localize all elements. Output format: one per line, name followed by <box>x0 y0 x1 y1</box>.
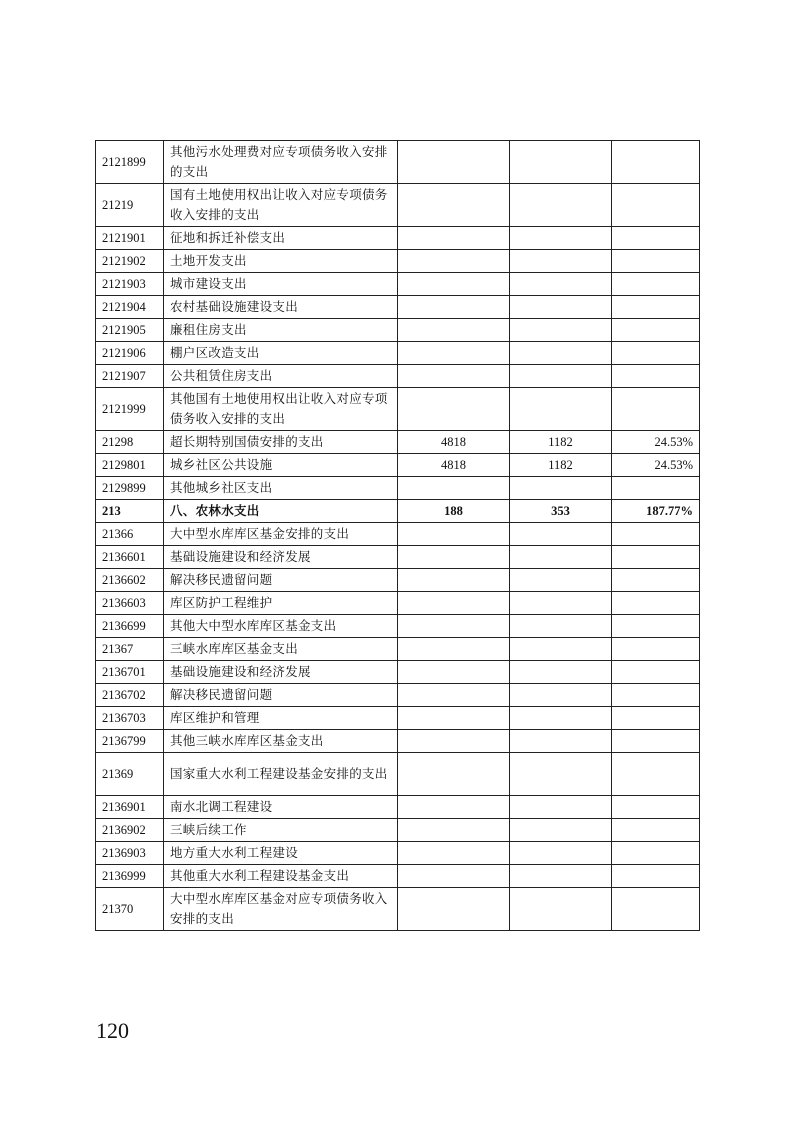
table-row <box>96 865 700 888</box>
row-name: 廉租住房支出 <box>164 319 398 342</box>
table-row <box>96 546 700 569</box>
row-value-2: 1182 <box>510 454 612 477</box>
row-value-1 <box>398 184 510 227</box>
row-code: 2121906 <box>96 342 164 365</box>
row-value-2 <box>510 250 612 273</box>
row-value-2 <box>510 638 612 661</box>
row-value-2 <box>510 184 612 227</box>
row-value-2 <box>510 365 612 388</box>
row-value-1 <box>398 730 510 753</box>
row-value-2: 353 <box>510 500 612 523</box>
row-name: 其他重大水利工程建设基金支出 <box>164 865 398 888</box>
row-value-2 <box>510 296 612 319</box>
row-code: 2136699 <box>96 615 164 638</box>
row-percent <box>612 477 700 500</box>
row-name: 国家重大水利工程建设基金安排的支出 <box>164 753 398 796</box>
table-row <box>96 569 700 592</box>
row-value-2 <box>510 227 612 250</box>
row-percent: 24.53% <box>612 431 700 454</box>
row-name: 地方重大水利工程建设 <box>164 842 398 865</box>
row-value-2 <box>510 888 612 931</box>
row-percent <box>612 184 700 227</box>
row-percent <box>612 523 700 546</box>
row-code: 21367 <box>96 638 164 661</box>
row-name: 超长期特别国债安排的支出 <box>164 431 398 454</box>
row-value-1 <box>398 365 510 388</box>
row-value-2 <box>510 388 612 431</box>
row-percent <box>612 865 700 888</box>
row-name: 国有土地使用权出让收入对应专项债务收入安排的支出 <box>164 184 398 227</box>
row-code: 2136602 <box>96 569 164 592</box>
table-row <box>96 319 700 342</box>
row-code: 2121899 <box>96 141 164 184</box>
row-name: 征地和拆迁补偿支出 <box>164 227 398 250</box>
row-value-1 <box>398 477 510 500</box>
row-percent <box>612 319 700 342</box>
row-value-1 <box>398 273 510 296</box>
table-row <box>96 477 700 500</box>
row-code: 2136601 <box>96 546 164 569</box>
row-name: 大中型水库库区基金对应专项债务收入安排的支出 <box>164 888 398 931</box>
row-code: 2121905 <box>96 319 164 342</box>
budget-table <box>95 140 700 931</box>
row-name: 大中型水库库区基金安排的支出 <box>164 523 398 546</box>
row-code: 21366 <box>96 523 164 546</box>
row-value-2 <box>510 684 612 707</box>
row-percent <box>612 684 700 707</box>
table-row <box>96 730 700 753</box>
table-row <box>96 615 700 638</box>
row-code: 2136902 <box>96 819 164 842</box>
row-value-1 <box>398 684 510 707</box>
row-percent <box>612 661 700 684</box>
row-value-2 <box>510 273 612 296</box>
row-value-2 <box>510 477 612 500</box>
row-value-1 <box>398 638 510 661</box>
row-value-2 <box>510 592 612 615</box>
row-value-1 <box>398 819 510 842</box>
table-row <box>96 638 700 661</box>
row-value-1 <box>398 523 510 546</box>
row-code: 21298 <box>96 431 164 454</box>
row-value-2 <box>510 523 612 546</box>
row-value-1 <box>398 141 510 184</box>
row-value-2 <box>510 730 612 753</box>
row-code: 2136702 <box>96 684 164 707</box>
row-code: 2136999 <box>96 865 164 888</box>
row-name: 其他污水处理费对应专项债务收入安排的支出 <box>164 141 398 184</box>
row-code: 21370 <box>96 888 164 931</box>
page-number: 120 <box>96 1018 129 1043</box>
row-code: 2136799 <box>96 730 164 753</box>
row-value-1: 188 <box>398 500 510 523</box>
row-name: 土地开发支出 <box>164 250 398 273</box>
row-name: 库区维护和管理 <box>164 707 398 730</box>
row-percent <box>612 296 700 319</box>
row-code: 21369 <box>96 753 164 796</box>
table-row <box>96 842 700 865</box>
table-row <box>96 250 700 273</box>
row-percent <box>612 569 700 592</box>
row-value-2: 1182 <box>510 431 612 454</box>
row-name: 其他城乡社区支出 <box>164 477 398 500</box>
row-percent <box>612 141 700 184</box>
row-name: 城乡社区公共设施 <box>164 454 398 477</box>
table-row <box>96 388 700 431</box>
table-row <box>96 273 700 296</box>
row-value-1 <box>398 796 510 819</box>
row-code: 2129899 <box>96 477 164 500</box>
row-value-2 <box>510 707 612 730</box>
row-percent <box>612 638 700 661</box>
row-name: 基础设施建设和经济发展 <box>164 661 398 684</box>
table-row <box>96 342 700 365</box>
row-code: 2136603 <box>96 592 164 615</box>
row-percent <box>612 546 700 569</box>
row-name: 其他大中型水库库区基金支出 <box>164 615 398 638</box>
table-row <box>96 227 700 250</box>
row-value-2 <box>510 842 612 865</box>
row-value-1 <box>398 707 510 730</box>
row-value-1: 4818 <box>398 431 510 454</box>
row-value-1 <box>398 592 510 615</box>
row-value-1 <box>398 227 510 250</box>
row-value-1 <box>398 569 510 592</box>
row-code: 2121903 <box>96 273 164 296</box>
table-row <box>96 454 700 477</box>
row-code: 2121999 <box>96 388 164 431</box>
row-name: 南水北调工程建设 <box>164 796 398 819</box>
row-code: 2121901 <box>96 227 164 250</box>
row-value-2 <box>510 661 612 684</box>
table-row <box>96 592 700 615</box>
row-name: 棚户区改造支出 <box>164 342 398 365</box>
row-percent <box>612 753 700 796</box>
row-value-2 <box>510 865 612 888</box>
row-value-1 <box>398 388 510 431</box>
row-value-2 <box>510 546 612 569</box>
row-name: 八、农林水支出 <box>164 500 398 523</box>
row-value-1 <box>398 342 510 365</box>
row-name: 解决移民遗留问题 <box>164 569 398 592</box>
row-code: 2121902 <box>96 250 164 273</box>
row-code: 2136901 <box>96 796 164 819</box>
row-value-1 <box>398 250 510 273</box>
table-row <box>96 184 700 227</box>
row-value-2 <box>510 569 612 592</box>
row-value-1 <box>398 842 510 865</box>
table-row <box>96 500 700 523</box>
row-percent <box>612 250 700 273</box>
row-percent: 24.53% <box>612 454 700 477</box>
row-name: 其他三峡水库库区基金支出 <box>164 730 398 753</box>
row-percent <box>612 227 700 250</box>
row-code: 213 <box>96 500 164 523</box>
row-code: 2121904 <box>96 296 164 319</box>
table-row <box>96 753 700 796</box>
table-row <box>96 796 700 819</box>
table-row <box>96 707 700 730</box>
row-name: 农村基础设施建设支出 <box>164 296 398 319</box>
row-percent <box>612 796 700 819</box>
row-code: 2136703 <box>96 707 164 730</box>
row-value-2 <box>510 615 612 638</box>
row-name: 其他国有土地使用权出让收入对应专项债务收入安排的支出 <box>164 388 398 431</box>
table-row <box>96 431 700 454</box>
row-percent <box>612 388 700 431</box>
row-name: 库区防护工程维护 <box>164 592 398 615</box>
row-value-2 <box>510 819 612 842</box>
row-value-2 <box>510 753 612 796</box>
row-percent <box>612 615 700 638</box>
row-name: 公共租赁住房支出 <box>164 365 398 388</box>
table-body <box>96 141 700 931</box>
row-percent <box>612 888 700 931</box>
table-row <box>96 523 700 546</box>
row-value-2 <box>510 141 612 184</box>
row-percent <box>612 273 700 296</box>
table-row <box>96 141 700 184</box>
row-name: 三峡后续工作 <box>164 819 398 842</box>
row-value-1 <box>398 888 510 931</box>
row-value-1 <box>398 661 510 684</box>
row-percent <box>612 592 700 615</box>
table-row <box>96 888 700 931</box>
row-name: 基础设施建设和经济发展 <box>164 546 398 569</box>
row-code: 2136903 <box>96 842 164 865</box>
row-percent: 187.77% <box>612 500 700 523</box>
row-code: 21219 <box>96 184 164 227</box>
row-percent <box>612 842 700 865</box>
row-value-2 <box>510 319 612 342</box>
row-value-1 <box>398 615 510 638</box>
row-code: 2121907 <box>96 365 164 388</box>
row-value-2 <box>510 342 612 365</box>
row-name: 三峡水库库区基金支出 <box>164 638 398 661</box>
row-code: 2136701 <box>96 661 164 684</box>
row-percent <box>612 342 700 365</box>
table-row <box>96 661 700 684</box>
row-value-1 <box>398 865 510 888</box>
row-percent <box>612 819 700 842</box>
table-row <box>96 819 700 842</box>
row-percent <box>612 365 700 388</box>
table-row <box>96 684 700 707</box>
row-name: 城市建设支出 <box>164 273 398 296</box>
row-value-1 <box>398 546 510 569</box>
row-percent <box>612 730 700 753</box>
row-value-1: 4818 <box>398 454 510 477</box>
row-value-2 <box>510 796 612 819</box>
row-code: 2129801 <box>96 454 164 477</box>
row-value-1 <box>398 753 510 796</box>
table-row <box>96 365 700 388</box>
row-percent <box>612 707 700 730</box>
row-name: 解决移民遗留问题 <box>164 684 398 707</box>
table-row <box>96 296 700 319</box>
row-value-1 <box>398 319 510 342</box>
row-value-1 <box>398 296 510 319</box>
